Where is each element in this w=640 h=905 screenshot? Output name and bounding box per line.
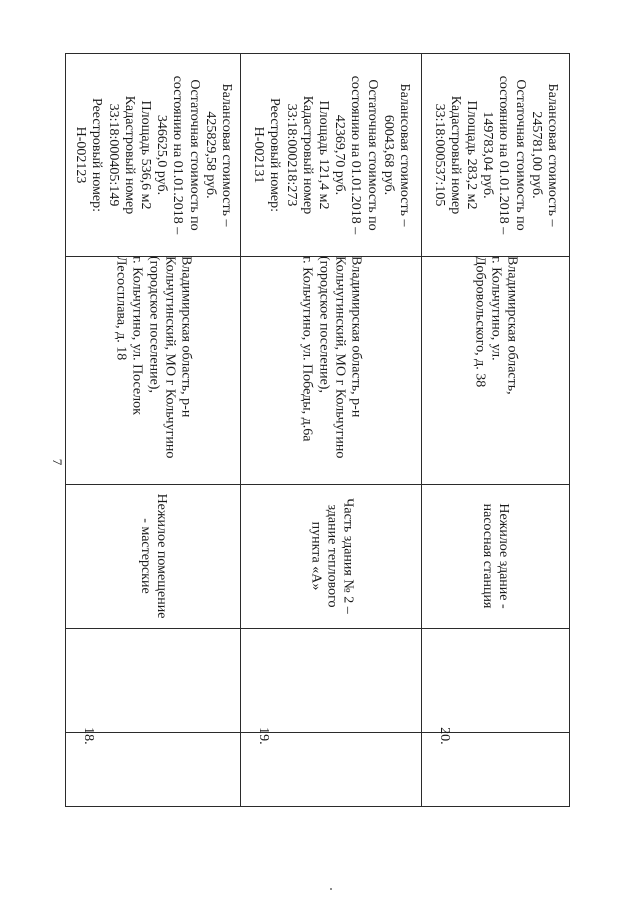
- details-cell: [240, 53, 421, 256]
- page-number: 7: [50, 458, 65, 466]
- object-details: Балансовая стоимость – 425829,58 руб. Остаточная стоимость по состоянию на 01.01.2018 – 346625,0 руб. Площадь 536,6 м2 Кадастровый номер 33:18:000405:149 Реестровый номер: Н-002123: [72, 75, 234, 234]
- object-details: Балансовая стоимость – 60043,68 руб. Остаточная стоимость по состоянию на 01.01.2018 – 42369,70 руб. Площадь 121,4 м2 Кадастровый номер 33:18:000218:273 Реестровый номер: Н-002131: [250, 75, 412, 234]
- object-address: Владимирская область, г. Кольчугино, ул. Добровольского, д. 38: [471, 256, 520, 395]
- name-cell: [240, 484, 421, 628]
- address-cell: [421, 256, 569, 484]
- details-cell: [65, 53, 240, 256]
- address-cell: [65, 256, 240, 484]
- row-number: 20.: [437, 727, 453, 745]
- scan-speck: [330, 888, 332, 890]
- object-address: Владимирская область, р-н Кольчугинский, МО г Кольчугино (городское поселение), г. Кольчугино, ул. Победы, д.6а: [299, 256, 363, 459]
- row-number-cell: [240, 727, 421, 806]
- table-border-right: [569, 53, 570, 807]
- address-cell: [240, 256, 421, 484]
- table-border-bottom: [65, 806, 570, 807]
- row-number: 19.: [256, 727, 272, 745]
- object-address: Владимирская область, р-н Кольчугинский, МО г Кольчугино (городское поселение), г. Кольчугино, ул. Поселок Лесосплава, д. 18: [113, 256, 194, 459]
- row-number-cell: [65, 727, 240, 806]
- object-name: Нежилое здание - насосная станция: [480, 503, 512, 609]
- row-number-cell: [421, 727, 569, 806]
- object-name: Нежилое помещение - мастерские: [137, 493, 169, 619]
- row-number: 18.: [81, 727, 97, 745]
- column-divider: [65, 628, 570, 629]
- details-cell: [421, 53, 569, 256]
- name-cell: [65, 484, 240, 628]
- object-details: Балансовая стоимость – 245781,00 руб. Остаточная стоимость по состоянию на 01.01.2018 – 149783,04 руб. Площадь 283,2 м2 Кадастровый номер 33:18:000537:105: [431, 75, 560, 234]
- object-name: Часть здания № 2 – здание теплового пункта «А»: [307, 498, 355, 614]
- name-cell: [421, 484, 569, 628]
